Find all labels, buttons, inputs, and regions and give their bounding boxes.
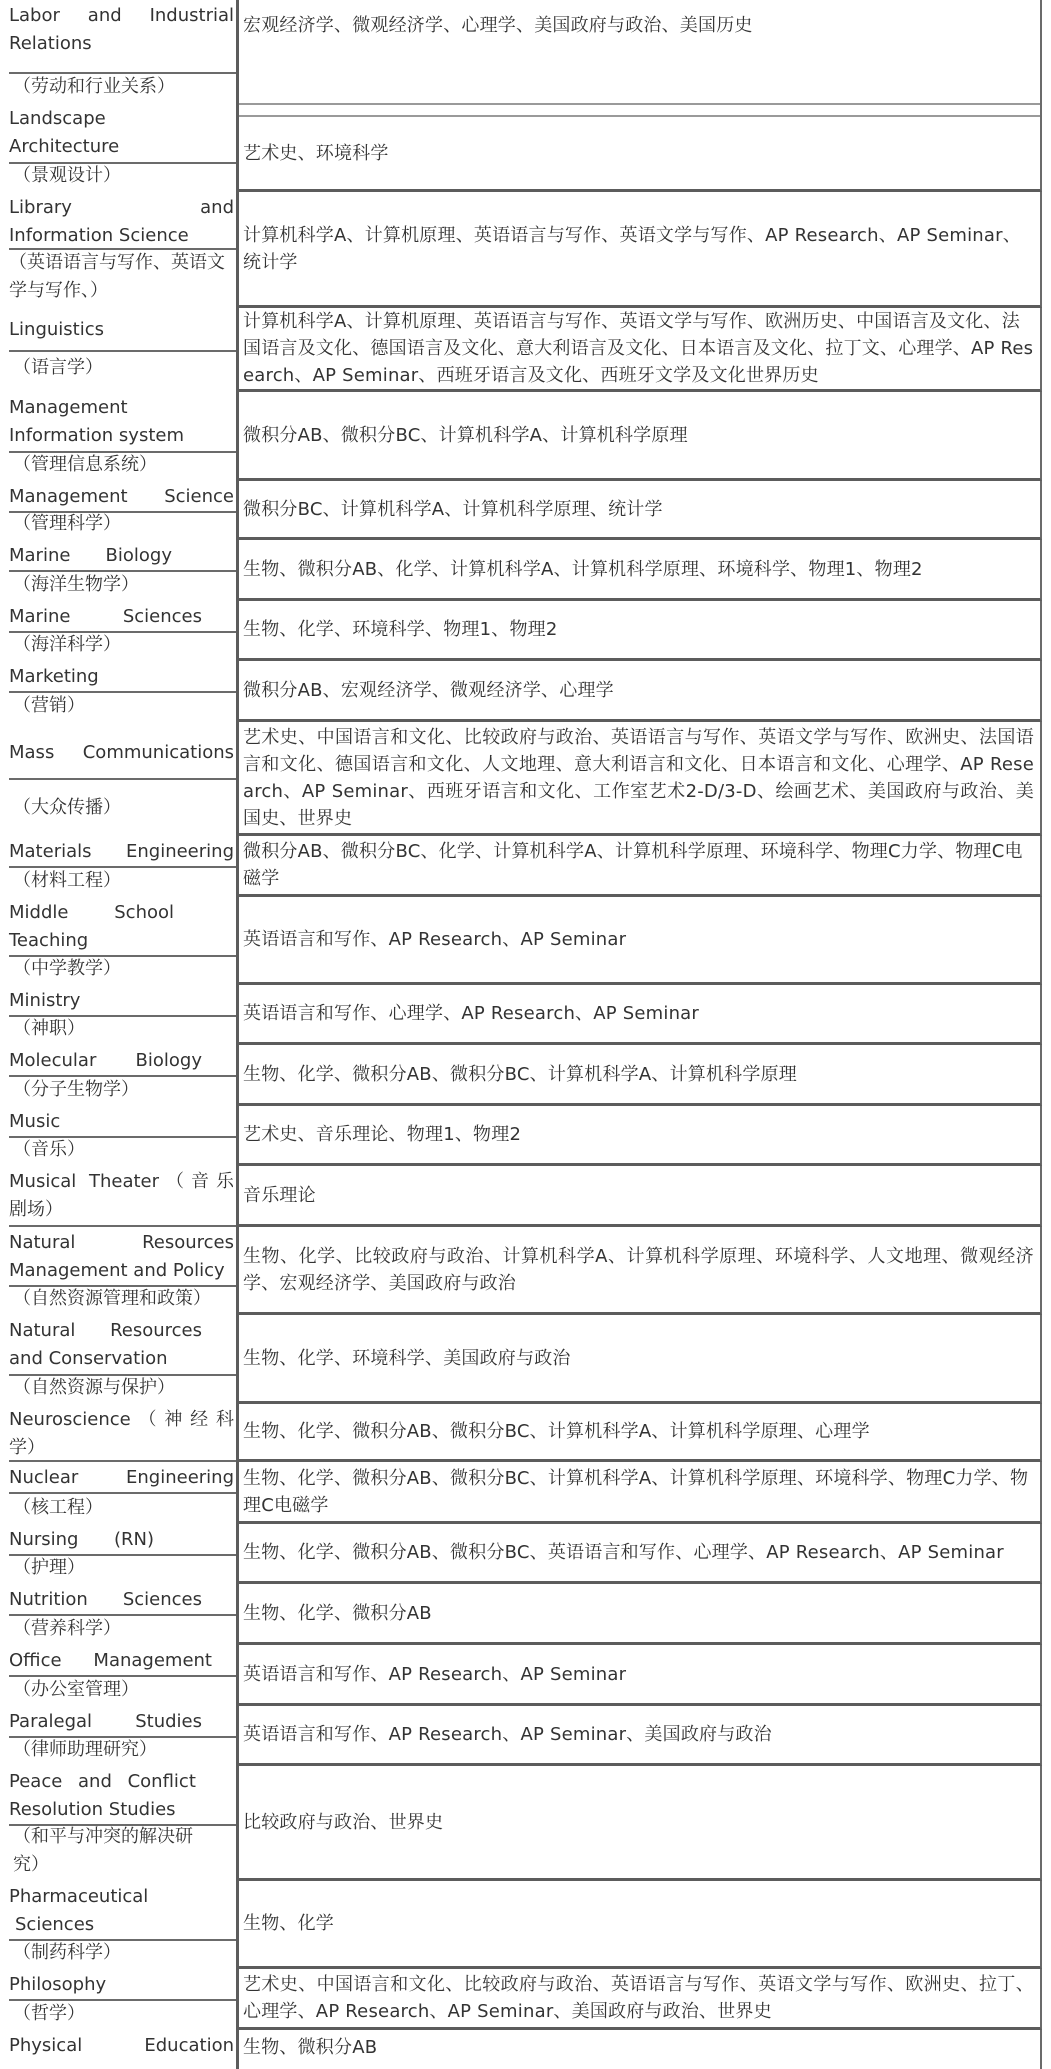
major-name-zh: （制药科学） <box>13 1942 121 1963</box>
subjects-text: 艺术史、音乐理论、物理1、物理2 <box>243 1124 522 1145</box>
table-row <box>9 985 1042 1045</box>
major-name-zh: （海洋生物学） <box>13 574 139 595</box>
table-row <box>9 1315 1042 1404</box>
subjects-cell <box>236 2030 1042 2069</box>
major-cell <box>9 985 236 1045</box>
major-cell <box>9 1584 236 1645</box>
major-name-en: Office Management <box>9 1650 212 1671</box>
subjects-text: 微积分BC、计算机科学A、计算机科学原理、统计学 <box>243 498 663 520</box>
major-name-en: Library and Information Science <box>9 197 234 246</box>
subjects-text: 生物、化学、微积分AB、微积分BC、计算机科学A、计算机科学原理、心理学 <box>243 1421 870 1442</box>
major-name-en: Materials Engineering <box>9 841 234 862</box>
major-name-en: Labor and Industrial Relations <box>9 5 234 54</box>
subjects-cell <box>236 661 1042 722</box>
table-row <box>9 661 1042 722</box>
subjects-text: 微积分AB、微积分BC、计算机科学A、计算机科学原理 <box>243 425 688 446</box>
subjects-text: 生物、化学、微积分AB <box>243 1602 432 1624</box>
subjects-cell <box>236 0 1042 103</box>
major-name-en: Music <box>9 1111 61 1132</box>
major-name-zh: （劳动和行业关系） <box>13 76 175 97</box>
subjects-text: 艺术史、中国语言和文化、比较政府与政治、英语语言与写作、英语文学与写作、欧洲史、拉丁、心理学、AP Research、AP Seminar、美国政府与政治、世界史 <box>243 1974 1034 2022</box>
table-row <box>9 392 1042 481</box>
major-name-zh: （神职） <box>13 1018 85 1039</box>
table-row <box>9 1881 1042 1969</box>
table-row <box>9 722 1042 836</box>
table-row <box>9 1584 1042 1645</box>
subjects-cell <box>236 392 1042 481</box>
subjects-text: 生物、化学、微积分AB、微积分BC、英语语言和写作、心理学、AP Research、AP Seminar <box>243 1542 1004 1563</box>
major-name-en: Pharmaceutical Sciences <box>9 1886 149 1935</box>
subjects-text: 艺术史、环境科学 <box>243 142 389 164</box>
major-name-zh: （营养科学） <box>13 1618 121 1639</box>
table-row <box>9 0 1042 103</box>
table-row <box>9 1166 1042 1227</box>
major-cell <box>9 1045 236 1106</box>
subjects-cell <box>236 1404 1042 1462</box>
subjects-text: 生物、微积分AB、化学、计算机科学A、计算机科学原理、环境科学、物理1、物理2 <box>243 558 923 580</box>
subjects-text: 英语语言和写作、AP Research、AP Seminar <box>243 929 627 950</box>
subjects-cell <box>236 192 1042 308</box>
table-row <box>9 1106 1042 1166</box>
major-name-zh: （中学教学） <box>13 958 121 979</box>
major-name-en: Nutrition Sciences <box>9 1589 202 1610</box>
subjects-cell <box>236 103 1042 192</box>
major-name-en: Natural Resources and Conservation <box>9 1320 202 1369</box>
major-name-zh: （哲学） <box>13 2003 85 2024</box>
subjects-text: 生物、化学 <box>243 1913 334 1934</box>
subjects-cell <box>236 1045 1042 1106</box>
major-cell <box>9 1706 236 1766</box>
subjects-text: 生物、微积分AB <box>243 2037 378 2058</box>
major-cell <box>9 1106 236 1166</box>
subjects-text: 生物、化学、微积分AB、微积分BC、计算机科学A、计算机科学原理、环境科学、物理C力学、物理C电磁学 <box>243 1467 1029 1516</box>
major-name-en: Linguistics <box>9 319 104 340</box>
table-row <box>9 1706 1042 1766</box>
major-name-zh: （办公室管理） <box>13 1679 139 1700</box>
table-row <box>9 308 1042 392</box>
major-name-en: Mass Communications <box>9 742 234 763</box>
major-name-zh: （材料工程） <box>13 870 121 891</box>
subjects-text: 微积分AB、微积分BC、化学、计算机科学A、计算机科学原理、环境科学、物理C力学、物理C电磁学 <box>243 841 1023 889</box>
major-name-zh: （自然资源管理和政策） <box>13 1288 211 1309</box>
table-row <box>9 1524 1042 1584</box>
major-name-zh: （管理科学） <box>13 513 121 534</box>
table-row <box>9 481 1042 540</box>
major-name-en: Marine Biology <box>9 545 172 566</box>
subjects-text: 生物、化学、微积分AB、微积分BC、计算机科学A、计算机科学原理 <box>243 1063 797 1085</box>
subjects-text: 微积分AB、宏观经济学、微观经济学、心理学 <box>243 679 614 701</box>
major-name-en: Middle School Teaching <box>9 902 174 951</box>
table-row <box>9 1969 1042 2030</box>
major-name-en: Nuclear Engineering <box>9 1467 234 1488</box>
subjects-text: 生物、化学、环境科学、美国政府与政治 <box>243 1347 571 1369</box>
major-name-en: Philosophy <box>9 1974 107 1995</box>
table-row <box>9 192 1042 308</box>
major-cell <box>9 1166 236 1227</box>
table-row <box>9 1645 1042 1706</box>
subjects-cell <box>236 308 1042 392</box>
subjects-cell <box>236 540 1042 601</box>
major-cell <box>9 601 236 661</box>
major-cell <box>9 392 236 481</box>
major-name-zh: （英语语言与写作、英语文学与写作、） <box>9 252 225 301</box>
subjects-text: 计算机科学A、计算机原理、英语语言与写作、英语文学与写作、欧洲历史、中国语言及文化、法国语言及文化、德国语言及文化、意大利语言及文化、日本语言及文化、拉丁文、心理学、AP Research、AP Seminar、西班牙语言及文化、西班牙文学及文化世界历史 <box>243 311 1034 386</box>
major-name-en: Musical Theater（音乐 剧场） <box>9 1171 234 1220</box>
major-name-en: Neuroscience（神经科 学） <box>9 1409 234 1458</box>
major-name-zh: （音乐） <box>13 1139 85 1160</box>
subjects-cell <box>236 1315 1042 1404</box>
major-name-zh: （大众传播） <box>13 797 121 818</box>
major-cell <box>9 661 236 722</box>
major-cell <box>9 481 236 540</box>
major-name-zh: （营销） <box>13 695 85 716</box>
major-name-zh: （分子生物学） <box>13 1079 139 1100</box>
subjects-text: 英语语言和写作、心理学、AP Research、AP Seminar <box>243 1003 700 1024</box>
major-name-zh: （海洋科学） <box>13 634 121 655</box>
table-row <box>9 601 1042 661</box>
subjects-cell <box>236 1969 1042 2030</box>
major-name-zh: （自然资源与保护） <box>13 1377 175 1398</box>
major-name-zh: （和平与冲突的解决研究） <box>13 1826 193 1875</box>
subjects-cell <box>236 1584 1042 1645</box>
subjects-text: 宏观经济学、微观经济学、心理学、美国政府与政治、美国历史 <box>243 15 753 36</box>
subjects-cell <box>236 601 1042 661</box>
table-row <box>9 1404 1042 1462</box>
subjects-text: 艺术史、中国语言和文化、比较政府与政治、英语语言与写作、英语文学与写作、欧洲史、法国语言和文化、德国语言和文化、人文地理、意大利语言和文化、日本语言和文化、心理学、AP Research、AP Seminar、西班牙语言和文化、工作室艺术2-D/3-D、绘画艺术、美国政府与政治、美国史、世界史 <box>243 726 1034 829</box>
major-cell <box>9 1969 236 2030</box>
subjects-cell <box>236 1706 1042 1766</box>
major-cell <box>9 1524 236 1584</box>
subjects-cell <box>236 1645 1042 1706</box>
major-cell <box>9 897 236 985</box>
subjects-text: 比较政府与政治、世界史 <box>243 1811 444 1833</box>
subjects-text: 音乐理论 <box>243 1184 316 1206</box>
major-cell <box>9 1462 236 1524</box>
major-cell <box>9 836 236 897</box>
subjects-cell <box>236 1524 1042 1584</box>
major-cell <box>9 1766 236 1881</box>
major-name-zh: （景观设计） <box>13 165 121 186</box>
major-name-en: Ministry <box>9 990 81 1011</box>
major-cell <box>9 192 236 308</box>
subjects-text: 计算机科学A、计算机原理、英语语言与写作、英语文学与写作、AP Research、AP Seminar、统计学 <box>243 224 1021 273</box>
major-name-zh: （管理信息系统） <box>13 454 157 475</box>
major-name-zh: （律师助理研究） <box>13 1739 157 1760</box>
subjects-cell <box>236 1166 1042 1227</box>
major-name-zh: （核工程） <box>13 1497 103 1518</box>
subjects-text: 英语语言和写作、AP Research、AP Seminar <box>243 1663 627 1685</box>
subjects-text: 生物、化学、环境科学、物理1、物理2 <box>243 619 558 640</box>
table-row <box>9 540 1042 601</box>
subjects-cell <box>236 985 1042 1045</box>
table-row <box>9 103 1042 192</box>
major-name-zh: （语言学） <box>13 357 103 378</box>
subjects-cell <box>236 1227 1042 1315</box>
major-name-en: Marketing <box>9 666 99 687</box>
subjects-cell <box>236 481 1042 540</box>
major-cell <box>9 1881 236 1969</box>
major-name-en: Management Information system <box>9 397 184 446</box>
subjects-cell <box>236 897 1042 985</box>
subjects-cell <box>236 1766 1042 1881</box>
major-name-en: Management Science <box>9 486 234 507</box>
major-name-en: Nursing (RN) <box>9 1529 154 1550</box>
subjects-text: 生物、化学、比较政府与政治、计算机科学A、计算机科学原理、环境科学、人文地理、微观经济学、宏观经济学、美国政府与政治 <box>243 1245 1034 1294</box>
major-cell <box>9 1227 236 1315</box>
major-name-en: Marine Sciences <box>9 606 202 627</box>
major-name-en: Molecular Biology <box>9 1050 202 1071</box>
major-cell <box>9 722 236 836</box>
subjects-cell <box>236 1881 1042 1969</box>
major-name-en: Natural Resources Management and Policy <box>9 1232 234 1281</box>
table-row <box>9 2030 1042 2069</box>
major-name-en: Physical Education <box>9 2035 234 2056</box>
major-cell <box>9 308 236 392</box>
table-row <box>9 1766 1042 1881</box>
subjects-cell <box>236 722 1042 836</box>
subjects-text: 英语语言和写作、AP Research、AP Seminar、美国政府与政治 <box>243 1724 772 1745</box>
table-row <box>9 1462 1042 1524</box>
major-cell <box>9 2030 236 2069</box>
major-cell <box>9 1315 236 1404</box>
major-name-en: Landscape Architecture <box>9 108 120 157</box>
major-cell <box>9 1645 236 1706</box>
subjects-cell <box>236 1106 1042 1166</box>
major-name-en: Peace and Conflict Resolution Studies <box>9 1771 196 1820</box>
major-name-en: Paralegal Studies <box>9 1711 202 1732</box>
subjects-cell <box>236 836 1042 897</box>
major-name-zh: （护理） <box>13 1557 85 1578</box>
major-cell <box>9 0 236 103</box>
major-cell <box>9 1404 236 1462</box>
subjects-cell <box>236 1462 1042 1524</box>
table-row <box>9 836 1042 897</box>
table-row <box>9 1045 1042 1106</box>
major-cell <box>9 103 236 192</box>
table-row <box>9 1227 1042 1315</box>
table-row <box>9 897 1042 985</box>
major-cell <box>9 540 236 601</box>
